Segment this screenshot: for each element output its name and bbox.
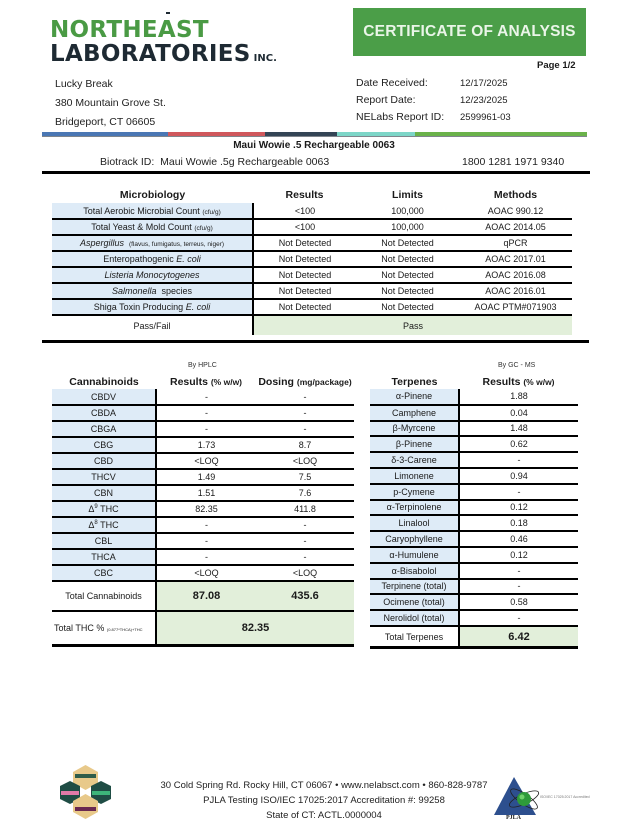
terpene-row [370, 405, 578, 421]
terpene-result: 0.12 [459, 547, 578, 563]
terpenes-table [370, 374, 578, 649]
terpene-name: α-Terpinolene [370, 500, 459, 516]
terpene-name: β-Myrcene [370, 421, 459, 437]
cannabinoid-row [52, 437, 354, 453]
terpene-row [370, 421, 578, 437]
cannabinoid-name: CBDA [52, 405, 156, 421]
meta-label: Date Received: [356, 77, 428, 89]
meta-label: NELabs Report ID: [356, 111, 445, 123]
cannabinoid-row [52, 565, 354, 581]
test-result: Not Detected [253, 251, 356, 267]
terpene-row [370, 610, 578, 626]
test-name-text: Total Aerobic Microbial Count [83, 205, 200, 216]
terpene-row [370, 389, 578, 405]
cannabinoid-dosing: - [256, 517, 354, 533]
test-limit: 100,000 [356, 203, 459, 219]
cannabinoid-dosing: <LOQ [256, 453, 354, 469]
terpene-name: Ocimene (total) [370, 594, 459, 610]
dosing-unit: (mg/package) [296, 376, 352, 387]
table-header-row [52, 374, 354, 389]
table-row [52, 299, 572, 315]
cannabinoid-dosing: - [256, 421, 354, 437]
pjla-text: PJLA [506, 815, 521, 821]
biotrack-label: Biotrack ID: [100, 156, 155, 168]
terpene-result: 0.18 [459, 515, 578, 531]
results-unit: (% w/w) [210, 376, 243, 387]
terpene-result: 0.04 [459, 405, 578, 421]
cannabinoid-row [52, 485, 354, 501]
test-name-text: Enteropathogenic [103, 254, 174, 264]
test-result: Not Detected [253, 299, 356, 315]
pass-fail-row [52, 315, 572, 335]
terpene-result: 0.12 [459, 500, 578, 516]
report-meta [356, 75, 511, 126]
total-terpenes-label: Total Terpenes [370, 626, 459, 648]
client-address [55, 75, 166, 132]
test-name [52, 299, 253, 315]
cannabinoid-name: CBN [52, 485, 156, 501]
product-title: Maui Wowie .5 Rechargeable 0063 [233, 140, 395, 151]
terpene-row [370, 436, 578, 452]
terpene-row [370, 579, 578, 595]
terpene-result: - [459, 579, 578, 595]
total-cannabinoids-dosing: 435.6 [256, 581, 354, 611]
terpene-result: - [459, 484, 578, 500]
test-name-italic: Salmonella [111, 286, 157, 296]
cannabinoid-name: CBG [52, 437, 156, 453]
terpene-name: β-Pinene [370, 436, 459, 452]
col-header-results [459, 374, 578, 389]
cannabinoid-dosing: <LOQ [256, 565, 354, 581]
cannabinoid-result: - [156, 405, 256, 421]
terpene-result: 1.88 [459, 389, 578, 405]
test-name-italic: Aspergillus [79, 238, 124, 248]
col-header-results [156, 374, 256, 389]
biotrack-number: 1800 1281 1971 9340 [462, 156, 565, 168]
biotrack-name: Maui Wowie .5g Rechargeable 0063 [160, 156, 330, 168]
cannabinoid-name [52, 517, 156, 533]
terpene-name: Linalool [370, 515, 459, 531]
cannabinoid-name: CBL [52, 533, 156, 549]
section-divider [42, 340, 589, 343]
col-header-cannabinoids: Cannabinoids [69, 375, 139, 388]
logo-line-1: NORTHEAST [50, 17, 209, 43]
table-row [52, 203, 572, 219]
color-bar-shadow [42, 136, 587, 137]
test-unit: (flavus, fumigatus, terreus, niger) [129, 241, 225, 248]
col-header-microbiology: Microbiology [119, 189, 186, 201]
test-name-italic: Listeria Monocytogenes [104, 270, 200, 280]
test-limit: Not Detected [356, 283, 459, 299]
terpene-row [370, 515, 578, 531]
client-city: Bridgeport, CT 06605 [55, 116, 156, 128]
page-number: Page 1/2 [537, 60, 576, 71]
test-method: AOAC 990.12 [459, 203, 572, 219]
terpene-row [370, 468, 578, 484]
terpene-row [370, 531, 578, 547]
results-unit: (% w/w) [523, 376, 555, 387]
test-method: AOAC PTM#071903 [459, 299, 572, 315]
col-header-terpenes: Terpenes [391, 375, 438, 388]
test-name [52, 251, 253, 267]
total-terpenes-value: 6.42 [459, 626, 578, 648]
cannabinoid-row [52, 533, 354, 549]
test-name-italic: E. coli [176, 254, 201, 264]
cannabinoid-row [52, 389, 354, 405]
terpene-name: Limonene [370, 468, 459, 484]
logo-line-2-text: LABORATORIES [50, 41, 251, 67]
cannabinoid-row [52, 469, 354, 485]
test-method: AOAC 2014.05 [459, 219, 572, 235]
test-method: AOAC 2016.08 [459, 267, 572, 283]
terpene-result: 0.94 [459, 468, 578, 484]
total-cannabinoids-label: Total Cannabinoids [52, 581, 156, 611]
cannabinoids-table [52, 374, 354, 647]
test-limit: Not Detected [356, 267, 459, 283]
logo-suffix: INC. [253, 53, 277, 64]
test-name [52, 219, 253, 235]
test-limit: 100,000 [356, 219, 459, 235]
gcms-method-note: By GC - MS [498, 362, 536, 369]
test-limit: Not Detected [356, 251, 459, 267]
test-method: AOAC 2016.01 [459, 283, 572, 299]
cannabinoid-result: - [156, 533, 256, 549]
terpene-row [370, 594, 578, 610]
total-terpenes-row [370, 626, 578, 648]
footer-accreditation: PJLA Testing ISO/IEC 17025:2017 Accreditation #: 99258 [203, 795, 445, 806]
cannabinoid-name: THCA [52, 549, 156, 565]
pjla-caption: ISO/IEC 17025:2017 Accredited [540, 795, 590, 799]
test-result: Not Detected [253, 283, 356, 299]
microbiology-table [52, 187, 572, 335]
section-divider [42, 171, 590, 174]
test-method: AOAC 2017.01 [459, 251, 572, 267]
terpene-name: α-Humulene [370, 547, 459, 563]
terpene-result: 0.62 [459, 436, 578, 452]
terpene-row [370, 500, 578, 516]
cannabinoid-name: CBC [52, 565, 156, 581]
test-result: <100 [253, 203, 356, 219]
terpene-row [370, 547, 578, 563]
cannabinoid-row [52, 453, 354, 469]
cannabinoid-dosing: 7.6 [256, 485, 354, 501]
col-header-limits: Limits [392, 189, 423, 201]
delta-superscript: 9 [94, 504, 98, 510]
cannabinoid-dosing: 7.5 [256, 469, 354, 485]
cannabinoid-result: 1.51 [156, 485, 256, 501]
test-name-text: Total Yeast & Mold Count [91, 222, 192, 232]
test-name [52, 283, 253, 299]
footer-state-license: State of CT: ACTL.0000004 [266, 810, 382, 821]
test-name-text: species [161, 286, 193, 296]
cannabinoid-dosing: 8.7 [256, 437, 354, 453]
total-thc-value: 82.35 [156, 611, 354, 645]
col-header-dosing [256, 374, 354, 389]
pass-fail-label: Pass/Fail [52, 315, 253, 335]
test-name [52, 267, 253, 283]
terpene-result: - [459, 452, 578, 468]
total-cannabinoids-result: 87.08 [156, 581, 256, 611]
cannabinoid-dosing: - [256, 533, 354, 549]
test-unit: (cfu/g) [202, 208, 221, 216]
terpene-result: - [459, 610, 578, 626]
cannabinoid-result: 1.49 [156, 469, 256, 485]
client-street: 380 Mountain Grove St. [55, 97, 166, 109]
col-header-methods: Methods [493, 189, 538, 201]
table-header-row [52, 187, 572, 203]
terpene-result: 0.46 [459, 531, 578, 547]
meta-value: 12/17/2025 [460, 78, 508, 89]
terpene-name: p-Cymene [370, 484, 459, 500]
terpene-name: α-Bisabolol [370, 563, 459, 579]
terpene-name: δ-3-Carene [370, 452, 459, 468]
cannabinoid-name [52, 501, 156, 517]
terpene-name: Nerolidol (total) [370, 610, 459, 626]
table-row [52, 235, 572, 251]
cannabinoid-result: 82.35 [156, 501, 256, 517]
cannabinoid-row [52, 405, 354, 421]
terpene-result: 1.48 [459, 421, 578, 437]
dosing-header-text: Dosing [258, 375, 294, 388]
terpene-result: 0.58 [459, 594, 578, 610]
cannabinoid-result: - [156, 549, 256, 565]
cannabinoid-result: 1.73 [156, 437, 256, 453]
meta-value: 12/23/2025 [460, 95, 508, 106]
terpene-name: Terpinene (total) [370, 579, 459, 595]
total-thc-label [52, 611, 156, 645]
footer-address: 30 Cold Spring Rd. Rocky Hill, CT 06067 • www.nelabsct.com • 860-828-9787 [160, 780, 488, 791]
pjla-logo [492, 775, 592, 825]
cannabinoid-result: - [156, 421, 256, 437]
test-name-italic: E. coli [185, 302, 211, 312]
test-limit: Not Detected [356, 235, 459, 251]
test-result: Not Detected [253, 235, 356, 251]
test-name-text: Shiga Toxin Producing [93, 302, 184, 312]
client-name: Lucky Break [55, 78, 113, 90]
total-thc-formula: (0.877*THCA)+THC [106, 626, 143, 632]
cannabinoid-result: <LOQ [156, 453, 256, 469]
cannabinoid-name: CBGA [52, 421, 156, 437]
delta-symbol: Δ [88, 520, 95, 530]
terpene-name: Caryophyllene [370, 531, 459, 547]
results-header-text: Results [169, 375, 208, 388]
cannabinoid-dosing: - [256, 549, 354, 565]
table-row [52, 283, 572, 299]
cannabinoid-name: CBDV [52, 389, 156, 405]
cannabinoid-name: CBD [52, 453, 156, 469]
cannabinoid-result: - [156, 517, 256, 533]
results-header-text: Results [482, 375, 521, 388]
cannabinoid-name: THCV [52, 469, 156, 485]
terpene-row [370, 563, 578, 579]
test-limit: Not Detected [356, 299, 459, 315]
table-row [52, 251, 572, 267]
test-unit: (cfu/g) [194, 225, 213, 232]
terpene-result: - [459, 563, 578, 579]
terpene-row [370, 484, 578, 500]
cannabinoid-dosing: - [256, 389, 354, 405]
col-header-results: Results [285, 189, 324, 201]
table-row [52, 219, 572, 235]
table-row [52, 267, 572, 283]
cannabinoid-row [52, 501, 354, 517]
meta-row [356, 92, 511, 109]
meta-value: 2599961-03 [460, 112, 511, 123]
terpene-name: α-Pinene [370, 389, 459, 405]
pass-fail-value: Pass [253, 315, 572, 335]
hplc-method-note: By HPLC [188, 362, 217, 369]
cannabinoid-row [52, 421, 354, 437]
cannabinoid-suffix: THC [97, 504, 119, 514]
flask-icon [161, 12, 175, 64]
delta-symbol: Δ [88, 504, 95, 514]
meta-row [356, 75, 511, 92]
cannabinoid-dosing: 411.8 [256, 501, 354, 517]
test-result: Not Detected [253, 267, 356, 283]
biotrack-id [100, 156, 329, 168]
cannabinoid-row [52, 549, 354, 565]
total-cannabinoids-row [52, 581, 354, 611]
certificate-banner: CERTIFICATE OF ANALYSIS [353, 8, 586, 56]
terpene-name: Camphene [370, 405, 459, 421]
test-name [52, 203, 253, 219]
table-header-row [370, 374, 578, 389]
terpene-row [370, 452, 578, 468]
test-method: qPCR [459, 235, 572, 251]
cannabinoid-suffix: THC [97, 520, 119, 530]
total-thc-text: Total THC % [54, 622, 105, 633]
cannabinoid-result: - [156, 389, 256, 405]
delta-superscript: 8 [94, 520, 98, 526]
meta-row [356, 109, 511, 126]
test-name [52, 235, 253, 251]
total-thc-row [52, 611, 354, 645]
cannabinoid-dosing: - [256, 405, 354, 421]
meta-label: Report Date: [356, 94, 416, 106]
test-result: <100 [253, 219, 356, 235]
cannabinoid-result: <LOQ [156, 565, 256, 581]
cannabinoid-row [52, 517, 354, 533]
